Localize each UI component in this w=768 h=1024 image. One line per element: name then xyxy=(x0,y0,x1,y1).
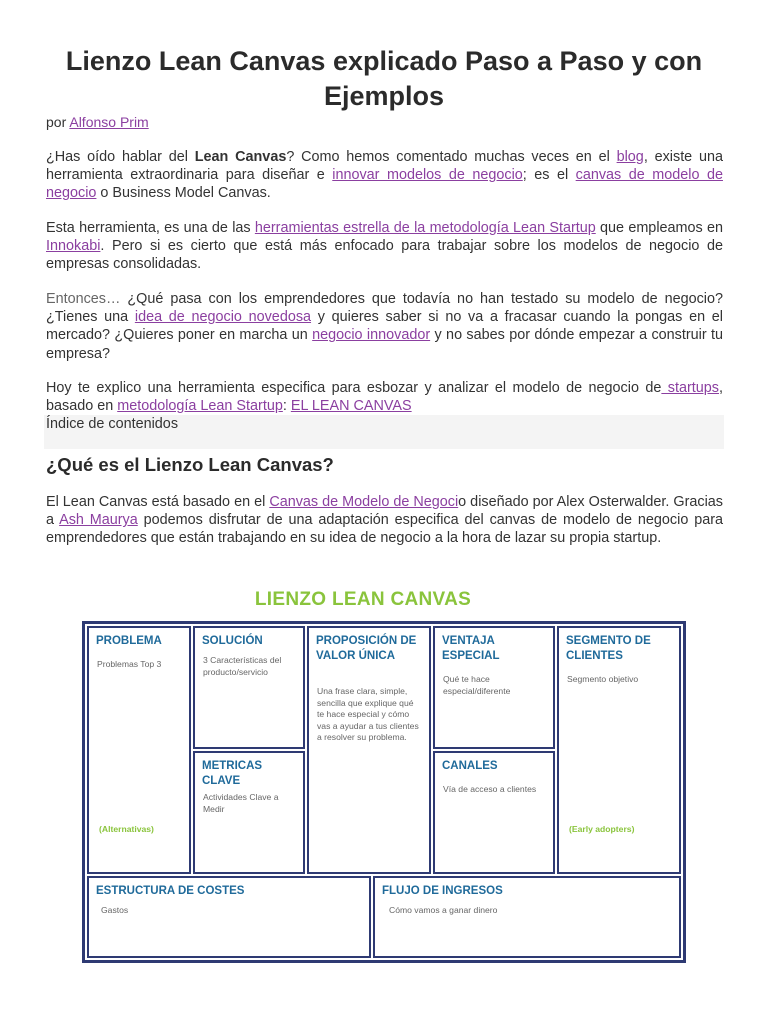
p5-text-2: o diseñado por Alex Osterwalder. Gracias a xyxy=(46,494,724,529)
p2-text-2: que empleamos en xyxy=(595,220,723,236)
table-of-contents[interactable] xyxy=(44,415,724,449)
byline xyxy=(46,113,149,131)
cell-description: Gastos xyxy=(101,905,129,915)
canvas-cell-solucion xyxy=(193,626,305,749)
p2-text-1: Esta herramienta, es una de las xyxy=(46,220,255,236)
byline-prefix: por xyxy=(46,114,70,130)
cell-description: Qué te hace especial/diferente xyxy=(443,674,511,696)
p2-text-3: . Pero si es cierto que está más enfocado para trabajar sobre los modelos de negocio de empresas consolidadas. xyxy=(46,238,723,273)
cell-description: Cómo vamos a ganar dinero xyxy=(389,905,498,915)
cell-heading: SOLUCIÓN xyxy=(202,635,263,647)
p1-text-1: ¿Has oído hablar del xyxy=(46,149,195,165)
p1-bold-lean-canvas: Lean Canvas xyxy=(194,149,287,165)
canvas-modelo-link[interactable]: Canvas de Modelo de Negoci xyxy=(269,494,459,510)
cell-description: Una frase clara, simple, sencilla que explique qué te hace especial y cómo vas a ayudar a tus clientes a resolver su problema. xyxy=(317,686,419,742)
p3-text-0: Entonces… xyxy=(46,291,128,307)
cell-heading: METRICAS CLAVE xyxy=(202,760,263,787)
cell-heading: PROPOSICIÓN DE VALOR ÚNICA xyxy=(316,635,417,662)
cell-note: (Early adopters) xyxy=(569,824,635,834)
lean-canvas-title: LIENZO LEAN CANVAS xyxy=(254,589,472,610)
intro-paragraph xyxy=(46,148,723,203)
el-lean-canvas-link[interactable]: EL LEAN CANVAS xyxy=(290,398,412,415)
canvas-cell-costes xyxy=(87,876,371,958)
negocio-innovador-link[interactable]: negocio innovador xyxy=(312,327,431,344)
cell-description: Problemas Top 3 xyxy=(97,659,162,669)
author-link[interactable]: Alfonso Prim xyxy=(69,114,149,130)
innovar-modelos-link[interactable]: innovar modelos de negocio xyxy=(332,167,523,184)
innokabi-link[interactable]: Innokabi xyxy=(46,238,101,255)
idea-negocio-link[interactable]: idea de negocio novedosa xyxy=(134,309,312,326)
canvas-cell-segmento xyxy=(557,626,681,874)
canvas-cell-ventaja xyxy=(433,626,555,749)
cell-heading: SEGMENTO DE CLIENTES xyxy=(566,635,651,662)
p1-text-4: ; es el xyxy=(522,167,576,184)
lean-canvas-paragraph xyxy=(46,493,723,548)
section-heading: ¿Qué es el Lienzo Lean Canvas? xyxy=(46,454,334,475)
cell-note: (Alternativas) xyxy=(99,824,154,834)
cell-heading: ESTRUCTURA DE COSTES xyxy=(96,885,245,897)
canvas-cell-metricas xyxy=(193,751,305,874)
canvas-cell-ingresos xyxy=(373,876,681,958)
canvas-cell-propuesta xyxy=(307,626,431,874)
canvas-modelo-negocio-link[interactable]: canvas de modelo de negocio xyxy=(46,167,723,202)
cell-heading: PROBLEMA xyxy=(96,635,162,647)
cell-heading: CANALES xyxy=(442,760,498,772)
cell-description: Actividades Clave a Medir xyxy=(203,792,279,814)
metodologia-lean-link[interactable]: metodología Lean Startup xyxy=(117,398,283,415)
tool-paragraph xyxy=(46,219,723,274)
p1-text-5: o Business Model Canvas. xyxy=(96,185,271,202)
blog-link[interactable]: blog xyxy=(616,149,644,165)
p5-text-3: podemos disfrutar de una adaptación especifica del canvas de modelo de negocio para emprendedores que están trabajando en su idea de negocio a la hora de lazar su propia startup. xyxy=(46,512,724,547)
questions-paragraph xyxy=(46,290,723,363)
herramientas-lean-startup-link[interactable]: herramientas estrella de la metodología Lean Startup xyxy=(254,220,596,236)
p1-text-2: ? Como hemos comentado muchas veces en el xyxy=(286,149,617,165)
p5-text-1: El Lean Canvas está basado en el xyxy=(46,494,270,510)
cell-heading: FLUJO DE INGRESOS xyxy=(382,885,503,897)
p1-text-3: , existe una herramienta extraordinaria para diseñar e xyxy=(46,149,723,184)
cell-description: Vía de acceso a clientes xyxy=(443,784,537,794)
canvas-cell-problema xyxy=(87,626,191,874)
page-title: Lienzo Lean Canvas explicado Paso a Paso y con Ejemplos xyxy=(65,46,703,111)
cell-description: 3 Características del producto/servicio xyxy=(203,655,282,677)
p4-text-1: Hoy te explico una herramienta especifica para esbozar y analizar el modelo de negocio de xyxy=(46,380,662,396)
p3-text-3: y no sabes por dónde empezar a construir tu empresa? xyxy=(46,327,723,362)
lean-canvas-diagram xyxy=(82,621,686,963)
canvas-cell-canales xyxy=(433,751,555,874)
cell-description: Segmento objetivo xyxy=(567,674,639,684)
explain-paragraph xyxy=(46,379,723,415)
startups-link[interactable]: startups xyxy=(661,380,719,396)
cell-heading: VENTAJA ESPECIAL xyxy=(442,635,500,662)
toc-label: Índice de contenidos xyxy=(46,416,179,432)
p3-text-1: ¿Qué pasa con los emprendedores que todavía no han testado su modelo de negocio? ¿Tienes una xyxy=(46,291,723,326)
p3-text-2: y quieres saber si no va a fracasar cuando la pongas en el mercado? ¿Quieres poner en marcha un xyxy=(46,309,723,344)
ash-maurya-link[interactable]: Ash Maurya xyxy=(59,512,138,529)
p4-text-3: : xyxy=(282,398,291,415)
p4-text-2: , basado en xyxy=(46,380,723,415)
